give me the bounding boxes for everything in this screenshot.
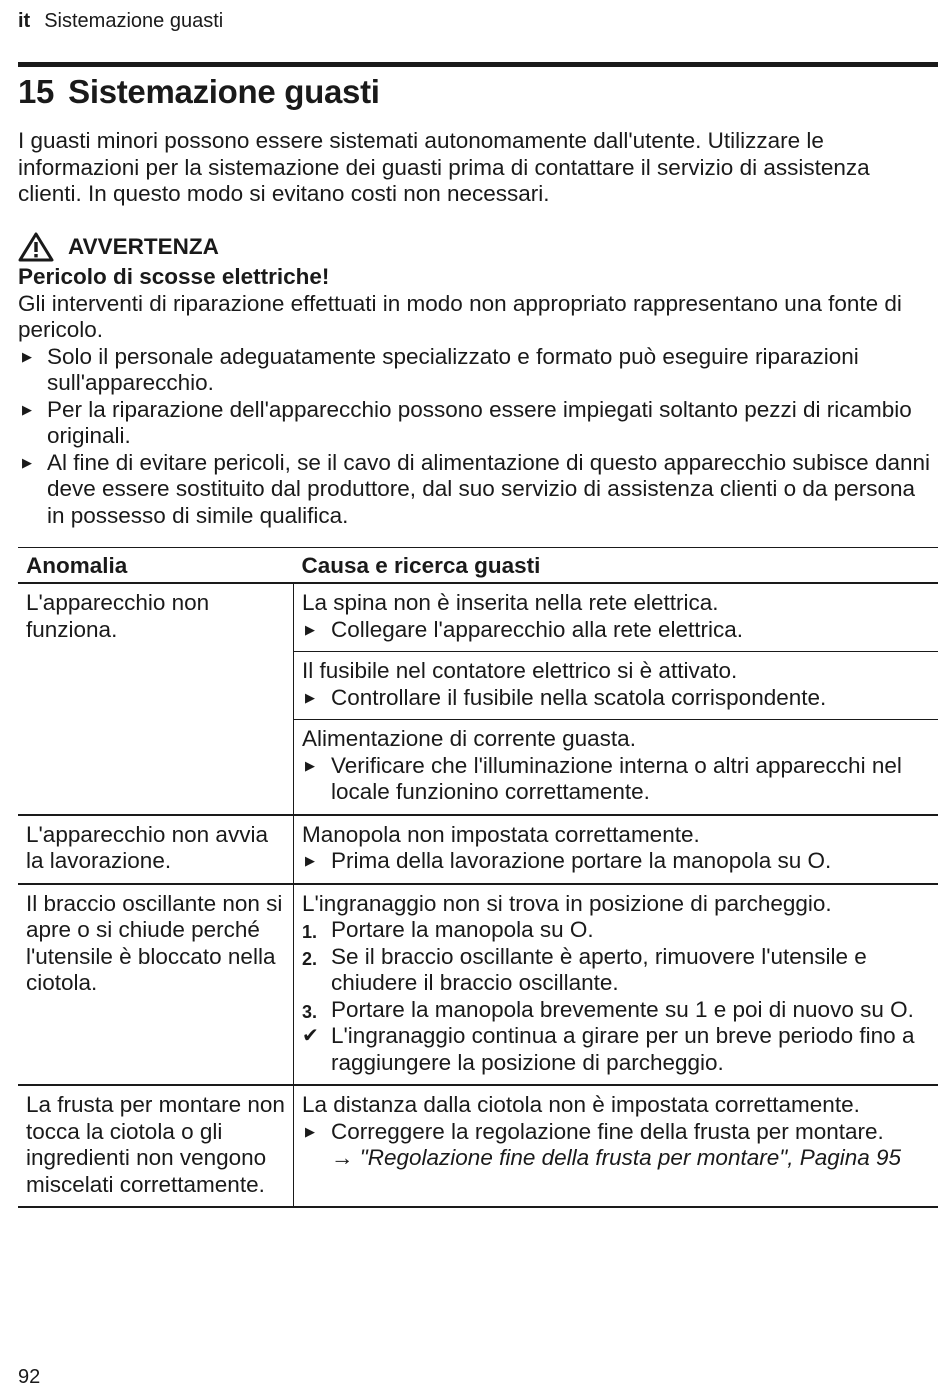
cause-cell bbox=[294, 884, 939, 1086]
action-item: ▶ Correggere la regolazione fine della frusta per montare. bbox=[305, 1118, 884, 1144]
result-item: ✔ L'ingranaggio continua a girare per un breve periodo fino a raggiungere la posizione di parcheggio. bbox=[302, 1023, 915, 1075]
warning-bullet: ▶ Al fine di evitare pericoli, se il cavo di alimentazione di questo apparecchio subisce danni deve essere sostituito dal produttore, dal suo servizio di assistenza clienti o da persona in possesso di simile qualifica. bbox=[22, 449, 931, 528]
column-header-anomaly: Anomalia bbox=[18, 548, 294, 584]
table-row bbox=[18, 884, 938, 1086]
bullet-triangle-icon: ▶ bbox=[305, 1123, 315, 1139]
step-item: 3. Portare la manopola brevemente su 1 e poi di nuovo su O. bbox=[302, 997, 930, 1024]
cause-cell bbox=[294, 652, 939, 720]
cause-text: La distanza dalla ciotola non è impostata correttamente. bbox=[302, 1092, 860, 1117]
header-rule bbox=[18, 62, 938, 67]
bullet-triangle-icon: ▶ bbox=[22, 454, 32, 470]
chapter-number: 15 bbox=[18, 73, 55, 110]
step-number: 1. bbox=[302, 922, 318, 942]
warning-box bbox=[18, 230, 933, 529]
troubleshooting-table bbox=[18, 547, 938, 1208]
warning-text: Gli interventi di riparazione effettuati in modo non appropriato rappresentano una fonte di pericolo. bbox=[18, 290, 902, 342]
cause-text: Alimentazione di corrente guasta. bbox=[302, 726, 636, 751]
bullet-triangle-icon: ▶ bbox=[305, 757, 315, 773]
steps-list bbox=[302, 917, 930, 1023]
page-number: 92 bbox=[18, 1366, 41, 1388]
bullet-triangle-icon: ▶ bbox=[305, 853, 315, 868]
cause-text: La spina non è inserita nella rete elettrica. bbox=[302, 590, 719, 615]
warning-header bbox=[18, 230, 933, 264]
warning-label: AVVERTENZA bbox=[68, 233, 219, 259]
cause-text: Manopola non impostata correttamente. bbox=[302, 821, 700, 847]
warning-triangle-icon bbox=[18, 232, 54, 262]
warning-bullet: ▶ Solo il personale adeguatamente specializzato e formato può eseguire riparazioni sull'apparecchio. bbox=[22, 343, 859, 395]
anomaly-cell: La frusta per montare non tocca la ciotola o gli ingredienti non vengono miscelati correttamente. bbox=[18, 1085, 294, 1207]
intro-paragraph: I guasti minori possono essere sistemati autonomamente dall'utente. Utilizzare le informazioni per la sistemazione dei guasti prima di contattare il servizio di assistenza clienti. In questo modo si evitano costi non necessari. bbox=[18, 128, 870, 206]
anomaly-cell: L'apparecchio non avvia la lavorazione. bbox=[18, 815, 294, 884]
action-item: ▶ Verificare che l'illuminazione interna o altri apparecchi nel locale funzionino correttamente. bbox=[305, 752, 902, 804]
bullet-triangle-icon: ▶ bbox=[305, 689, 315, 705]
language-code: it bbox=[18, 10, 31, 32]
action-item: ▶ Prima della lavorazione portare la manopola su O. bbox=[305, 848, 832, 873]
table-row bbox=[18, 583, 938, 652]
table-header-row bbox=[18, 548, 938, 584]
table-row bbox=[18, 815, 938, 884]
anomaly-cell: L'apparecchio non funziona. bbox=[18, 583, 294, 815]
cause-text: Il fusibile nel contatore elettrico si è attivato. bbox=[302, 658, 738, 683]
warning-bullets bbox=[18, 344, 933, 530]
header-section: Sistemazione guasti bbox=[44, 10, 224, 32]
column-header-cause: Causa e ricerca guasti bbox=[294, 548, 939, 584]
chapter-title bbox=[18, 72, 380, 112]
step-number: 3. bbox=[302, 1001, 318, 1022]
step-item: 1. Portare la manopola su O. bbox=[302, 917, 930, 944]
cause-text: L'ingranaggio non si trova in posizione di parcheggio. bbox=[302, 890, 832, 916]
anomaly-cell: Il braccio oscillante non si apre o si chiude perché l'utensile è bloccato nella ciotola. bbox=[18, 884, 294, 1086]
cause-cell bbox=[294, 583, 939, 652]
warning-subtitle: Pericolo di scosse elettriche! bbox=[18, 264, 330, 289]
cause-cell bbox=[294, 815, 939, 884]
action-item: ▶ Controllare il fusibile nella scatola corrispondente. bbox=[305, 684, 827, 710]
warning-bullet: ▶ Per la riparazione dell'apparecchio possono essere impiegati soltanto pezzi di ricambio originali. bbox=[22, 396, 912, 448]
cause-cell bbox=[294, 720, 939, 815]
checkmark-icon: ✔ bbox=[302, 1025, 319, 1047]
running-header bbox=[18, 8, 223, 34]
cross-reference-link[interactable]: → "Regolazione fine della frusta per montare", Pagina 95 bbox=[331, 1145, 902, 1170]
chapter-title-text: Sistemazione guasti bbox=[68, 73, 380, 110]
step-item: 2. Se il braccio oscillante è aperto, rimuovere l'utensile e chiudere il braccio oscillante. bbox=[302, 943, 867, 995]
cause-cell bbox=[294, 1085, 939, 1207]
action-item: ▶ Collegare l'apparecchio alla rete elettrica. bbox=[305, 616, 744, 642]
table-row bbox=[18, 1085, 938, 1207]
bullet-triangle-icon: ▶ bbox=[305, 621, 315, 637]
bullet-triangle-icon: ▶ bbox=[22, 401, 32, 417]
bullet-triangle-icon: ▶ bbox=[22, 348, 32, 364]
step-number: 2. bbox=[302, 948, 318, 969]
